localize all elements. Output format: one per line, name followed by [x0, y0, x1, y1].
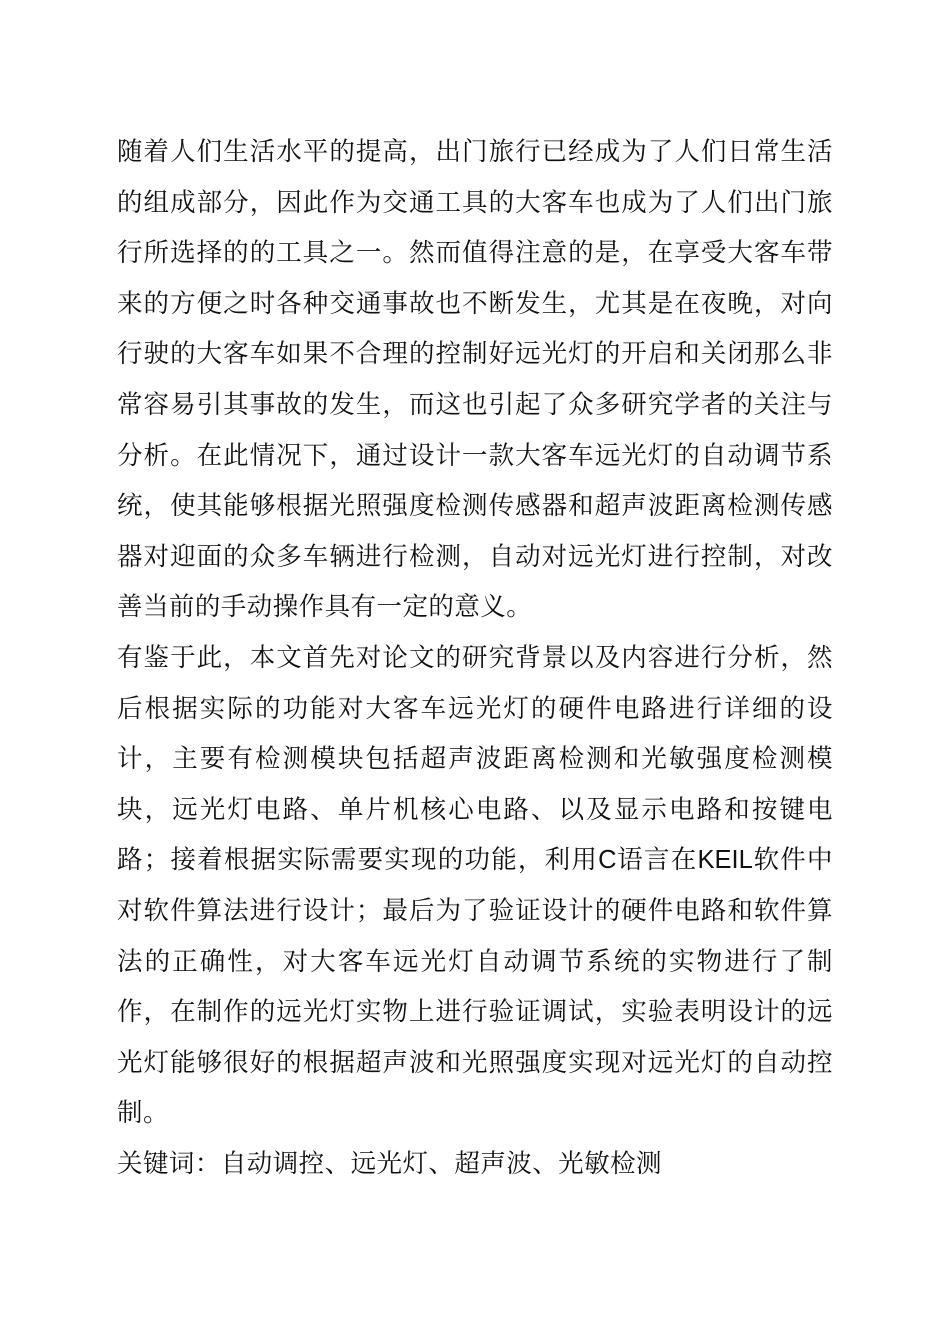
abstract-paragraph-1: 随着人们生活水平的提高，出门旅行已经成为了人们日常生活的组成部分，因此作为交通工具的大客车也成为了人们出门旅行所选择的的工具之一。然而值得注意的是，在享受大客车带来的方便之时各种交通事故也不断发生，尤其是在夜晚，对向行驶的大客车如果不合理的控制好远光灯的开启和关闭那么非常容易引其事故的发生，而这也引起了众多研究学者的关注与分析。在此情况下，通过设计一款大客车远光灯的自动调节系统，使其能够根据光照强度检测传感器和超声波距离检测传感器对迎面的众多车辆进行检测，自动对远光灯进行控制，对改善当前的手动操作具有一定的意义。 [117, 137, 833, 623]
abstract-paragraph-2 [117, 633, 833, 1139]
term-keil: KEIL [697, 846, 753, 875]
keywords-line [117, 1139, 833, 1190]
term-c-language: C [598, 846, 617, 875]
paragraph-2-text-a: 有鉴于此，本文首先对论文的研究背景以及内容进行分析，然后根据实际的功能对大客车远光灯的硬件电路进行详细的设计，主要有检测模块包括超声波距离检测和光敏强度检测模块，远光灯电路、单片机核心电路、以及显示电路和按键电路；接着根据实际需要实现的功能，利用 [117, 642, 833, 876]
keywords-label: 关键词： [117, 1148, 221, 1179]
keywords-list: 自动调控、远光灯、超声波、光敏检测 [220, 1148, 662, 1179]
paragraph-2-text-c: 软件中对软件算法进行设计；最后为了验证设计的硬件电路和软件算法的正确性，对大客车远光灯自动调节系统的实物进行了制作，在制作的远光灯实物上进行验证调试，实验表明设计的远光灯能够很好的根据超声波和光照强度实现对远光灯的自动控制。 [117, 845, 833, 1129]
paragraph-2-text-b: 语言在 [616, 845, 698, 876]
abstract-body [117, 127, 833, 1189]
